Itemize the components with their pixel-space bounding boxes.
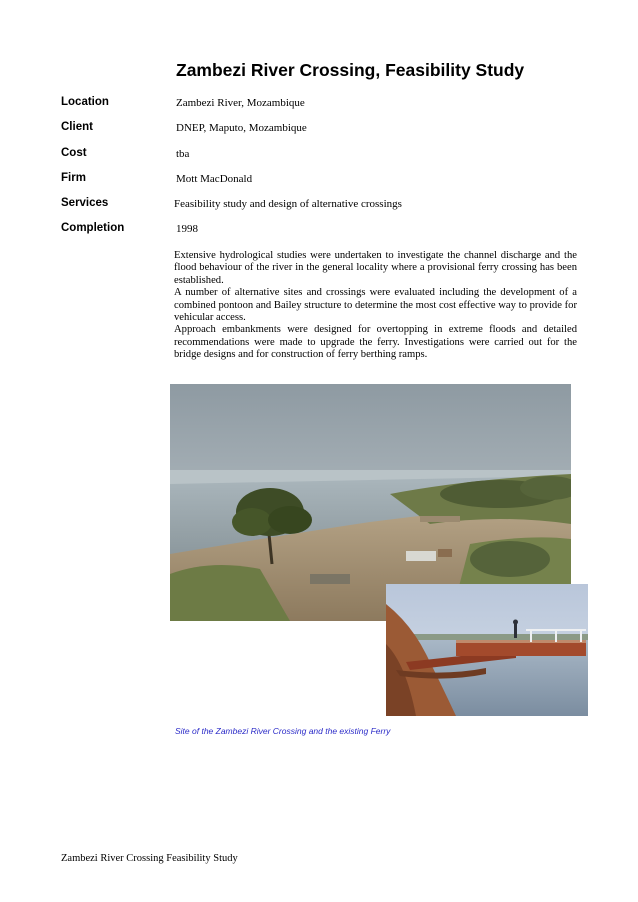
field-firm	[61, 172, 601, 190]
page-footer: Zambezi River Crossing Feasibility Study	[61, 853, 238, 864]
field-label: Services	[61, 197, 109, 209]
page-title: Zambezi River Crossing, Feasibility Study	[176, 60, 525, 80]
description-paragraph: Extensive hydrological studies were undertaken to investigate the channel discharge and the flood behaviour of the river in the general locality where a provisional ferry crossing has been established.	[174, 250, 577, 286]
field-value: Feasibility study and design of alternative crossings	[174, 198, 402, 210]
field-cost	[61, 147, 601, 165]
description-paragraph: A number of alternative sites and crossings were evaluated including the development of a combined pontoon and Bailey structure to determine the most cost effective way to provide for vehicular access.	[174, 287, 577, 324]
field-client	[61, 121, 601, 139]
ferry-photo	[386, 584, 588, 716]
field-label: Firm	[61, 172, 86, 184]
field-services	[61, 197, 601, 215]
project-description	[174, 250, 577, 362]
field-location	[61, 96, 601, 114]
field-label: Client	[61, 121, 93, 133]
photo-caption: Site of the Zambezi River Crossing and the existing Ferry	[175, 726, 391, 736]
field-label: Completion	[61, 222, 125, 234]
field-completion	[61, 222, 601, 240]
field-value: tba	[176, 148, 190, 160]
field-label: Location	[61, 96, 109, 108]
field-value: Zambezi River, Mozambique	[176, 97, 305, 109]
description-paragraph: Approach embankments were designed for overtopping in extreme floods and detailed recommendations were made to upgrade the ferry. Investigations were carried out for the bridge designs and for construction of ferry berthing ramps.	[174, 324, 577, 361]
field-value: DNEP, Maputo, Mozambique	[176, 122, 307, 134]
field-value: Mott MacDonald	[176, 173, 253, 185]
field-value: 1998	[176, 223, 198, 235]
field-label: Cost	[61, 147, 87, 159]
